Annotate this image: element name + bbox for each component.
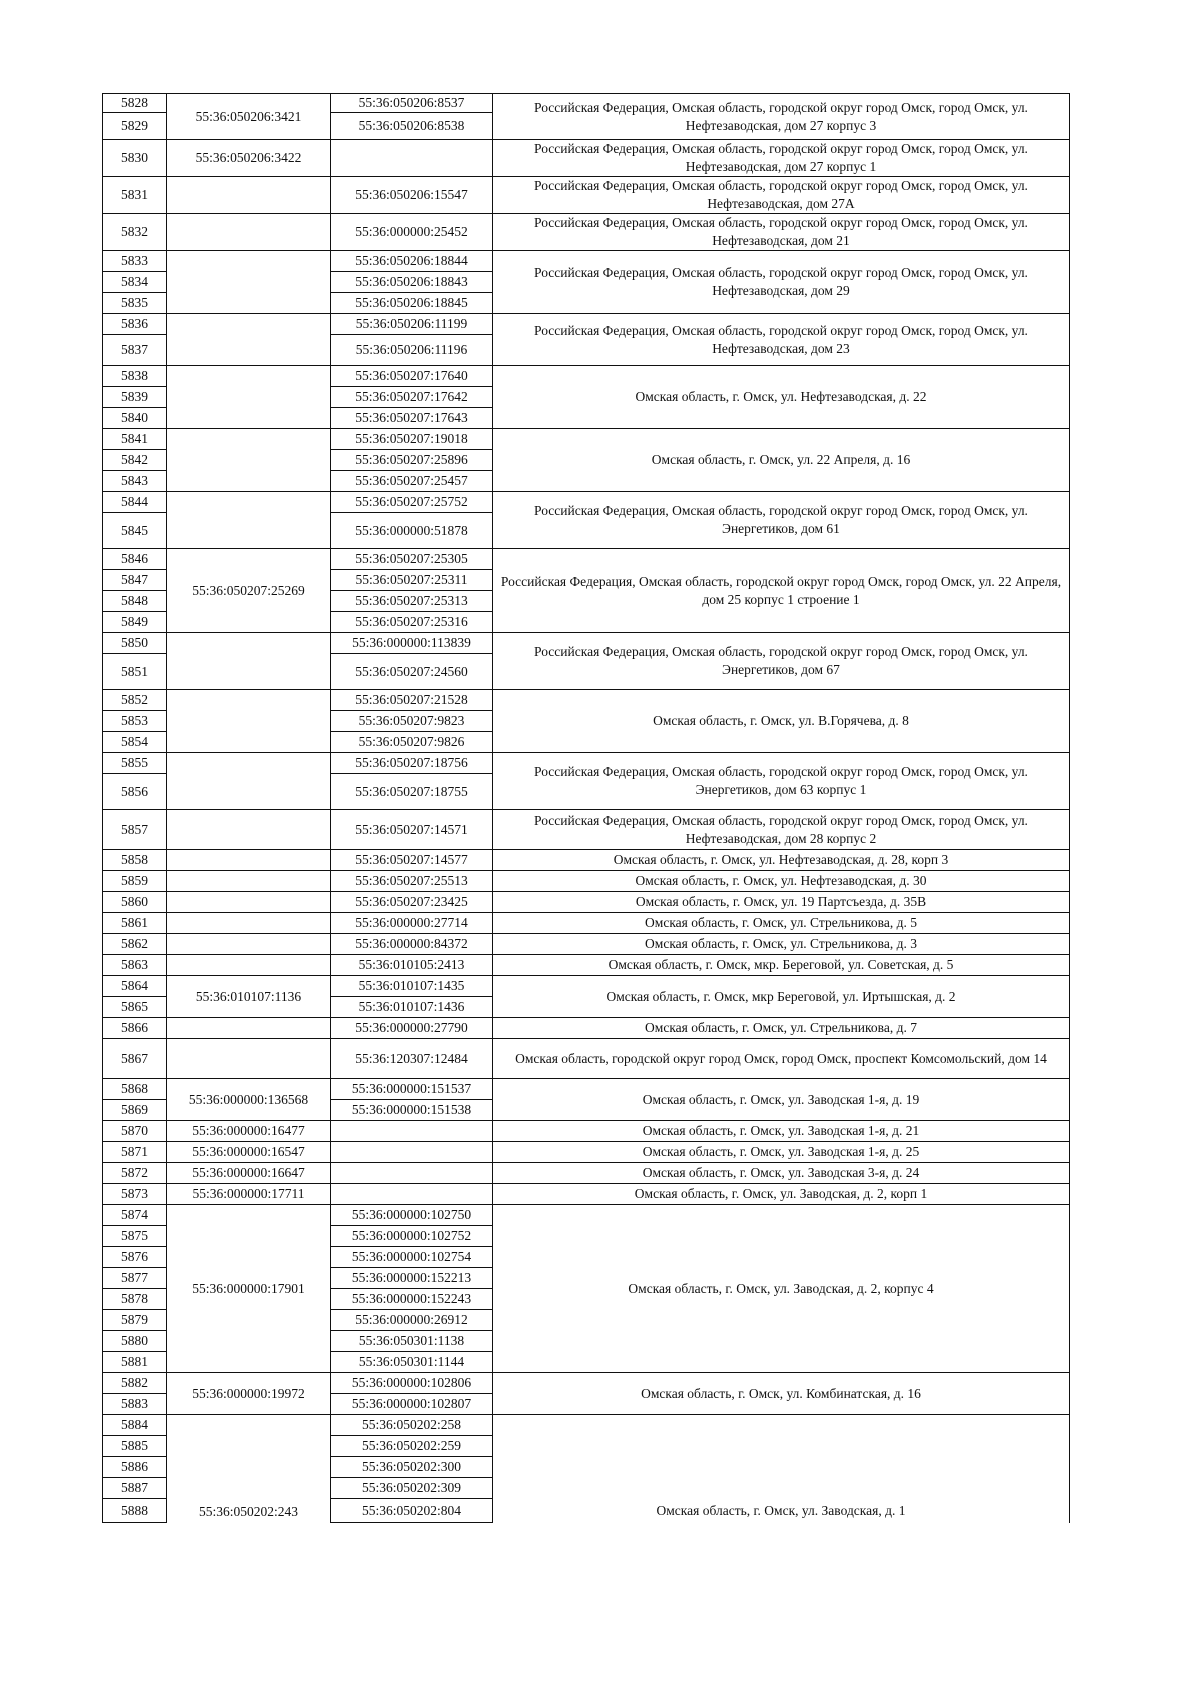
child-cadastral-number <box>331 1184 493 1205</box>
row-number: 5874 <box>103 1205 167 1226</box>
table-row <box>103 955 1070 976</box>
child-cadastral-number: 55:36:050202:259 <box>331 1436 493 1457</box>
child-cadastral-number: 55:36:050207:14571 <box>331 810 493 850</box>
parent-cadastral-number: 55:36:010107:1136 <box>167 976 331 1018</box>
child-cadastral-number <box>331 1121 493 1142</box>
child-cadastral-number: 55:36:050207:25457 <box>331 471 493 492</box>
row-number: 5876 <box>103 1247 167 1268</box>
child-cadastral-number: 55:36:050207:9826 <box>331 732 493 753</box>
child-cadastral-number: 55:36:000000:27790 <box>331 1018 493 1039</box>
row-number: 5847 <box>103 570 167 591</box>
child-cadastral-number: 55:36:000000:151537 <box>331 1079 493 1100</box>
parent-cadastral-number <box>167 314 331 366</box>
child-cadastral-number: 55:36:050206:8537 <box>331 94 493 113</box>
child-cadastral-number: 55:36:050206:18845 <box>331 293 493 314</box>
cadastral-table <box>102 93 1070 1523</box>
parent-cadastral-number <box>167 251 331 314</box>
row-number: 5852 <box>103 690 167 711</box>
address: Российская Федерация, Омская область, городской округ город Омск, город Омск, ул. Нефтезаводская, дом 29 <box>493 251 1070 314</box>
child-cadastral-number: 55:36:000000:26912 <box>331 1310 493 1331</box>
address: Российская Федерация, Омская область, городской округ город Омск, город Омск, ул. 22 Апреля, дом 25 корпус 1 строение 1 <box>493 549 1070 633</box>
child-cadastral-number: 55:36:050207:17642 <box>331 387 493 408</box>
row-number: 5873 <box>103 1184 167 1205</box>
table-row <box>103 871 1070 892</box>
address: Российская Федерация, Омская область, городской округ город Омск, город Омск, ул. Нефтезаводская, дом 27А <box>493 177 1070 214</box>
row-number: 5883 <box>103 1394 167 1415</box>
child-cadastral-number: 55:36:050207:25316 <box>331 612 493 633</box>
child-cadastral-number: 55:36:050202:300 <box>331 1457 493 1478</box>
address: Российская Федерация, Омская область, городской округ город Омск, город Омск, ул. Энергетиков, дом 61 <box>493 492 1070 549</box>
child-cadastral-number: 55:36:000000:152243 <box>331 1289 493 1310</box>
table-row <box>103 1415 1070 1436</box>
table-row <box>103 549 1070 570</box>
row-number: 5839 <box>103 387 167 408</box>
address: Российская Федерация, Омская область, городской округ город Омск, город Омск, ул. Нефтезаводская, дом 27 корпус 3 <box>493 94 1070 140</box>
child-cadastral-number: 55:36:000000:151538 <box>331 1100 493 1121</box>
table-row <box>103 214 1070 251</box>
child-cadastral-number: 55:36:000000:25452 <box>331 214 493 251</box>
row-number: 5869 <box>103 1100 167 1121</box>
child-cadastral-number: 55:36:000000:102754 <box>331 1247 493 1268</box>
row-number: 5885 <box>103 1436 167 1457</box>
parent-cadastral-number: 55:36:000000:16477 <box>167 1121 331 1142</box>
table-row <box>103 976 1070 997</box>
child-cadastral-number: 55:36:050207:9823 <box>331 711 493 732</box>
child-cadastral-number: 55:36:050206:8538 <box>331 113 493 140</box>
address: Омская область, г. Омск, мкр Береговой, ул. Иртышская, д. 2 <box>493 976 1070 1018</box>
row-number: 5867 <box>103 1039 167 1079</box>
row-number: 5881 <box>103 1352 167 1373</box>
child-cadastral-number <box>331 1163 493 1184</box>
address: Российская Федерация, Омская область, городской округ город Омск, город Омск, ул. Нефтезаводская, дом 21 <box>493 214 1070 251</box>
row-number: 5864 <box>103 976 167 997</box>
row-number: 5831 <box>103 177 167 214</box>
row-number: 5843 <box>103 471 167 492</box>
row-number: 5877 <box>103 1268 167 1289</box>
child-cadastral-number: 55:36:050202:309 <box>331 1478 493 1499</box>
row-number: 5840 <box>103 408 167 429</box>
child-cadastral-number: 55:36:000000:102750 <box>331 1205 493 1226</box>
row-number: 5886 <box>103 1457 167 1478</box>
table-row <box>103 1373 1070 1394</box>
parent-cadastral-number: 55:36:050207:25269 <box>167 549 331 633</box>
row-number: 5837 <box>103 335 167 366</box>
table-row <box>103 690 1070 711</box>
address: Российская Федерация, Омская область, городской округ город Омск, город Омск, ул. Энергетиков, дом 67 <box>493 633 1070 690</box>
address: Омская область, г. Омск, ул. 22 Апреля, д. 16 <box>493 429 1070 492</box>
row-number: 5868 <box>103 1079 167 1100</box>
row-number: 5858 <box>103 850 167 871</box>
child-cadastral-number: 55:36:050206:11199 <box>331 314 493 335</box>
child-cadastral-number: 55:36:010107:1435 <box>331 976 493 997</box>
cadastral-table-body <box>103 94 1070 1523</box>
table-row <box>103 1184 1070 1205</box>
parent-cadastral-number <box>167 429 331 492</box>
table-row <box>103 429 1070 450</box>
parent-cadastral-number <box>167 810 331 850</box>
row-number: 5834 <box>103 272 167 293</box>
table-row <box>103 892 1070 913</box>
row-number: 5879 <box>103 1310 167 1331</box>
table-row <box>103 753 1070 774</box>
address: Российская Федерация, Омская область, городской округ город Омск, город Омск, ул. Нефтезаводская, дом 27 корпус 1 <box>493 140 1070 177</box>
address: Омская область, г. Омск, ул. Заводская 1-я, д. 19 <box>493 1079 1070 1121</box>
row-number: 5865 <box>103 997 167 1018</box>
parent-cadastral-number: 55:36:050206:3422 <box>167 140 331 177</box>
parent-cadastral-number: 55:36:000000:16647 <box>167 1163 331 1184</box>
row-number: 5855 <box>103 753 167 774</box>
table-row <box>103 314 1070 335</box>
child-cadastral-number: 55:36:000000:102807 <box>331 1394 493 1415</box>
row-number: 5848 <box>103 591 167 612</box>
parent-cadastral-number <box>167 690 331 753</box>
child-cadastral-number: 55:36:050207:18755 <box>331 774 493 810</box>
child-cadastral-number: 55:36:050207:25896 <box>331 450 493 471</box>
row-number: 5838 <box>103 366 167 387</box>
row-number: 5842 <box>103 450 167 471</box>
row-number: 5872 <box>103 1163 167 1184</box>
parent-cadastral-number <box>167 633 331 690</box>
row-number: 5835 <box>103 293 167 314</box>
parent-cadastral-number <box>167 934 331 955</box>
address: Омская область, г. Омск, ул. Заводская 1-я, д. 25 <box>493 1142 1070 1163</box>
row-number: 5850 <box>103 633 167 654</box>
table-row <box>103 140 1070 177</box>
address: Омская область, городской округ город Омск, город Омск, проспект Комсомольский, дом 14 <box>493 1039 1070 1079</box>
address: Омская область, г. Омск, ул. Заводская, д. 1 <box>493 1415 1070 1523</box>
child-cadastral-number: 55:36:050202:804 <box>331 1499 493 1523</box>
row-number: 5856 <box>103 774 167 810</box>
row-number: 5849 <box>103 612 167 633</box>
parent-cadastral-number <box>167 913 331 934</box>
table-row <box>103 1039 1070 1079</box>
address: Омская область, г. Омск, ул. Нефтезаводская, д. 28, корп 3 <box>493 850 1070 871</box>
row-number: 5844 <box>103 492 167 513</box>
child-cadastral-number: 55:36:050206:11196 <box>331 335 493 366</box>
parent-cadastral-number <box>167 214 331 251</box>
parent-cadastral-number <box>167 366 331 429</box>
table-row <box>103 1018 1070 1039</box>
row-number: 5887 <box>103 1478 167 1499</box>
row-number: 5828 <box>103 94 167 113</box>
child-cadastral-number: 55:36:000000:102806 <box>331 1373 493 1394</box>
parent-cadastral-number: 55:36:000000:136568 <box>167 1079 331 1121</box>
parent-cadastral-number: 55:36:050206:3421 <box>167 94 331 140</box>
row-number: 5863 <box>103 955 167 976</box>
address: Российская Федерация, Омская область, городской округ город Омск, город Омск, ул. Нефтезаводская, дом 28 корпус 2 <box>493 810 1070 850</box>
row-number: 5830 <box>103 140 167 177</box>
table-row <box>103 850 1070 871</box>
row-number: 5888 <box>103 1499 167 1523</box>
table-row <box>103 492 1070 513</box>
address: Омская область, г. Омск, ул. Заводская, д. 2, корп 1 <box>493 1184 1070 1205</box>
table-row <box>103 1205 1070 1226</box>
table-row <box>103 934 1070 955</box>
address: Омская область, г. Омск, мкр. Береговой, ул. Советская, д. 5 <box>493 955 1070 976</box>
child-cadastral-number: 55:36:050206:18843 <box>331 272 493 293</box>
row-number: 5836 <box>103 314 167 335</box>
child-cadastral-number: 55:36:010107:1436 <box>331 997 493 1018</box>
row-number: 5870 <box>103 1121 167 1142</box>
child-cadastral-number: 55:36:000000:84372 <box>331 934 493 955</box>
table-row <box>103 913 1070 934</box>
child-cadastral-number: 55:36:050207:25752 <box>331 492 493 513</box>
address: Омская область, г. Омск, ул. Комбинатская, д. 16 <box>493 1373 1070 1415</box>
child-cadastral-number: 55:36:000000:27714 <box>331 913 493 934</box>
row-number: 5866 <box>103 1018 167 1039</box>
table-row <box>103 94 1070 113</box>
row-number: 5857 <box>103 810 167 850</box>
parent-cadastral-number <box>167 871 331 892</box>
table-row <box>103 633 1070 654</box>
child-cadastral-number: 55:36:050207:24560 <box>331 654 493 690</box>
parent-cadastral-number: 55:36:050202:243 <box>167 1415 331 1523</box>
address: Омская область, г. Омск, ул. Стрельникова, д. 3 <box>493 934 1070 955</box>
address: Омская область, г. Омск, ул. Стрельникова, д. 5 <box>493 913 1070 934</box>
table-row <box>103 1163 1070 1184</box>
row-number: 5884 <box>103 1415 167 1436</box>
child-cadastral-number: 55:36:050207:23425 <box>331 892 493 913</box>
child-cadastral-number: 55:36:050207:25513 <box>331 871 493 892</box>
row-number: 5862 <box>103 934 167 955</box>
child-cadastral-number: 55:36:050301:1144 <box>331 1352 493 1373</box>
child-cadastral-number <box>331 1142 493 1163</box>
parent-cadastral-number <box>167 1039 331 1079</box>
parent-cadastral-number <box>167 492 331 549</box>
child-cadastral-number: 55:36:120307:12484 <box>331 1039 493 1079</box>
child-cadastral-number: 55:36:050207:21528 <box>331 690 493 711</box>
row-number: 5878 <box>103 1289 167 1310</box>
child-cadastral-number: 55:36:010105:2413 <box>331 955 493 976</box>
row-number: 5875 <box>103 1226 167 1247</box>
table-row <box>103 251 1070 272</box>
parent-cadastral-number <box>167 850 331 871</box>
child-cadastral-number: 55:36:050207:19018 <box>331 429 493 450</box>
address: Российская Федерация, Омская область, городской округ город Омск, город Омск, ул. Нефтезаводская, дом 23 <box>493 314 1070 366</box>
row-number: 5854 <box>103 732 167 753</box>
parent-cadastral-number <box>167 753 331 810</box>
address: Омская область, г. Омск, ул. Стрельникова, д. 7 <box>493 1018 1070 1039</box>
parent-cadastral-number <box>167 1018 331 1039</box>
child-cadastral-number: 55:36:000000:51878 <box>331 513 493 549</box>
address: Российская Федерация, Омская область, городской округ город Омск, город Омск, ул. Энергетиков, дом 63 корпус 1 <box>493 753 1070 810</box>
parent-cadastral-number <box>167 892 331 913</box>
address: Омская область, г. Омск, ул. 19 Партсъезда, д. 35В <box>493 892 1070 913</box>
row-number: 5880 <box>103 1331 167 1352</box>
address: Омская область, г. Омск, ул. Нефтезаводская, д. 30 <box>493 871 1070 892</box>
child-cadastral-number: 55:36:050202:258 <box>331 1415 493 1436</box>
child-cadastral-number: 55:36:050206:15547 <box>331 177 493 214</box>
table-row <box>103 1121 1070 1142</box>
row-number: 5833 <box>103 251 167 272</box>
child-cadastral-number: 55:36:050207:25313 <box>331 591 493 612</box>
parent-cadastral-number <box>167 177 331 214</box>
address: Омская область, г. Омск, ул. Заводская 1-я, д. 21 <box>493 1121 1070 1142</box>
table-row <box>103 1079 1070 1100</box>
row-number: 5851 <box>103 654 167 690</box>
table-row <box>103 1142 1070 1163</box>
table-row <box>103 810 1070 850</box>
row-number: 5832 <box>103 214 167 251</box>
child-cadastral-number: 55:36:050207:18756 <box>331 753 493 774</box>
row-number: 5845 <box>103 513 167 549</box>
child-cadastral-number: 55:36:050206:18844 <box>331 251 493 272</box>
child-cadastral-number: 55:36:050301:1138 <box>331 1331 493 1352</box>
child-cadastral-number: 55:36:000000:113839 <box>331 633 493 654</box>
table-row <box>103 366 1070 387</box>
address: Омская область, г. Омск, ул. Заводская 3-я, д. 24 <box>493 1163 1070 1184</box>
parent-cadastral-number: 55:36:000000:17901 <box>167 1205 331 1373</box>
row-number: 5846 <box>103 549 167 570</box>
row-number: 5871 <box>103 1142 167 1163</box>
row-number: 5841 <box>103 429 167 450</box>
parent-cadastral-number: 55:36:000000:19972 <box>167 1373 331 1415</box>
parent-cadastral-number <box>167 955 331 976</box>
child-cadastral-number: 55:36:050207:17643 <box>331 408 493 429</box>
address: Омская область, г. Омск, ул. Нефтезаводская, д. 22 <box>493 366 1070 429</box>
parent-cadastral-number: 55:36:000000:16547 <box>167 1142 331 1163</box>
row-number: 5882 <box>103 1373 167 1394</box>
child-cadastral-number: 55:36:000000:152213 <box>331 1268 493 1289</box>
row-number: 5860 <box>103 892 167 913</box>
child-cadastral-number: 55:36:050207:25311 <box>331 570 493 591</box>
child-cadastral-number: 55:36:050207:17640 <box>331 366 493 387</box>
row-number: 5859 <box>103 871 167 892</box>
row-number: 5829 <box>103 113 167 140</box>
address: Омская область, г. Омск, ул. Заводская, д. 2, корпус 4 <box>493 1205 1070 1373</box>
parent-cadastral-number: 55:36:000000:17711 <box>167 1184 331 1205</box>
table-row <box>103 177 1070 214</box>
address: Омская область, г. Омск, ул. В.Горячева, д. 8 <box>493 690 1070 753</box>
child-cadastral-number: 55:36:050207:25305 <box>331 549 493 570</box>
row-number: 5853 <box>103 711 167 732</box>
child-cadastral-number: 55:36:050207:14577 <box>331 850 493 871</box>
row-number: 5861 <box>103 913 167 934</box>
child-cadastral-number: 55:36:000000:102752 <box>331 1226 493 1247</box>
child-cadastral-number <box>331 140 493 177</box>
